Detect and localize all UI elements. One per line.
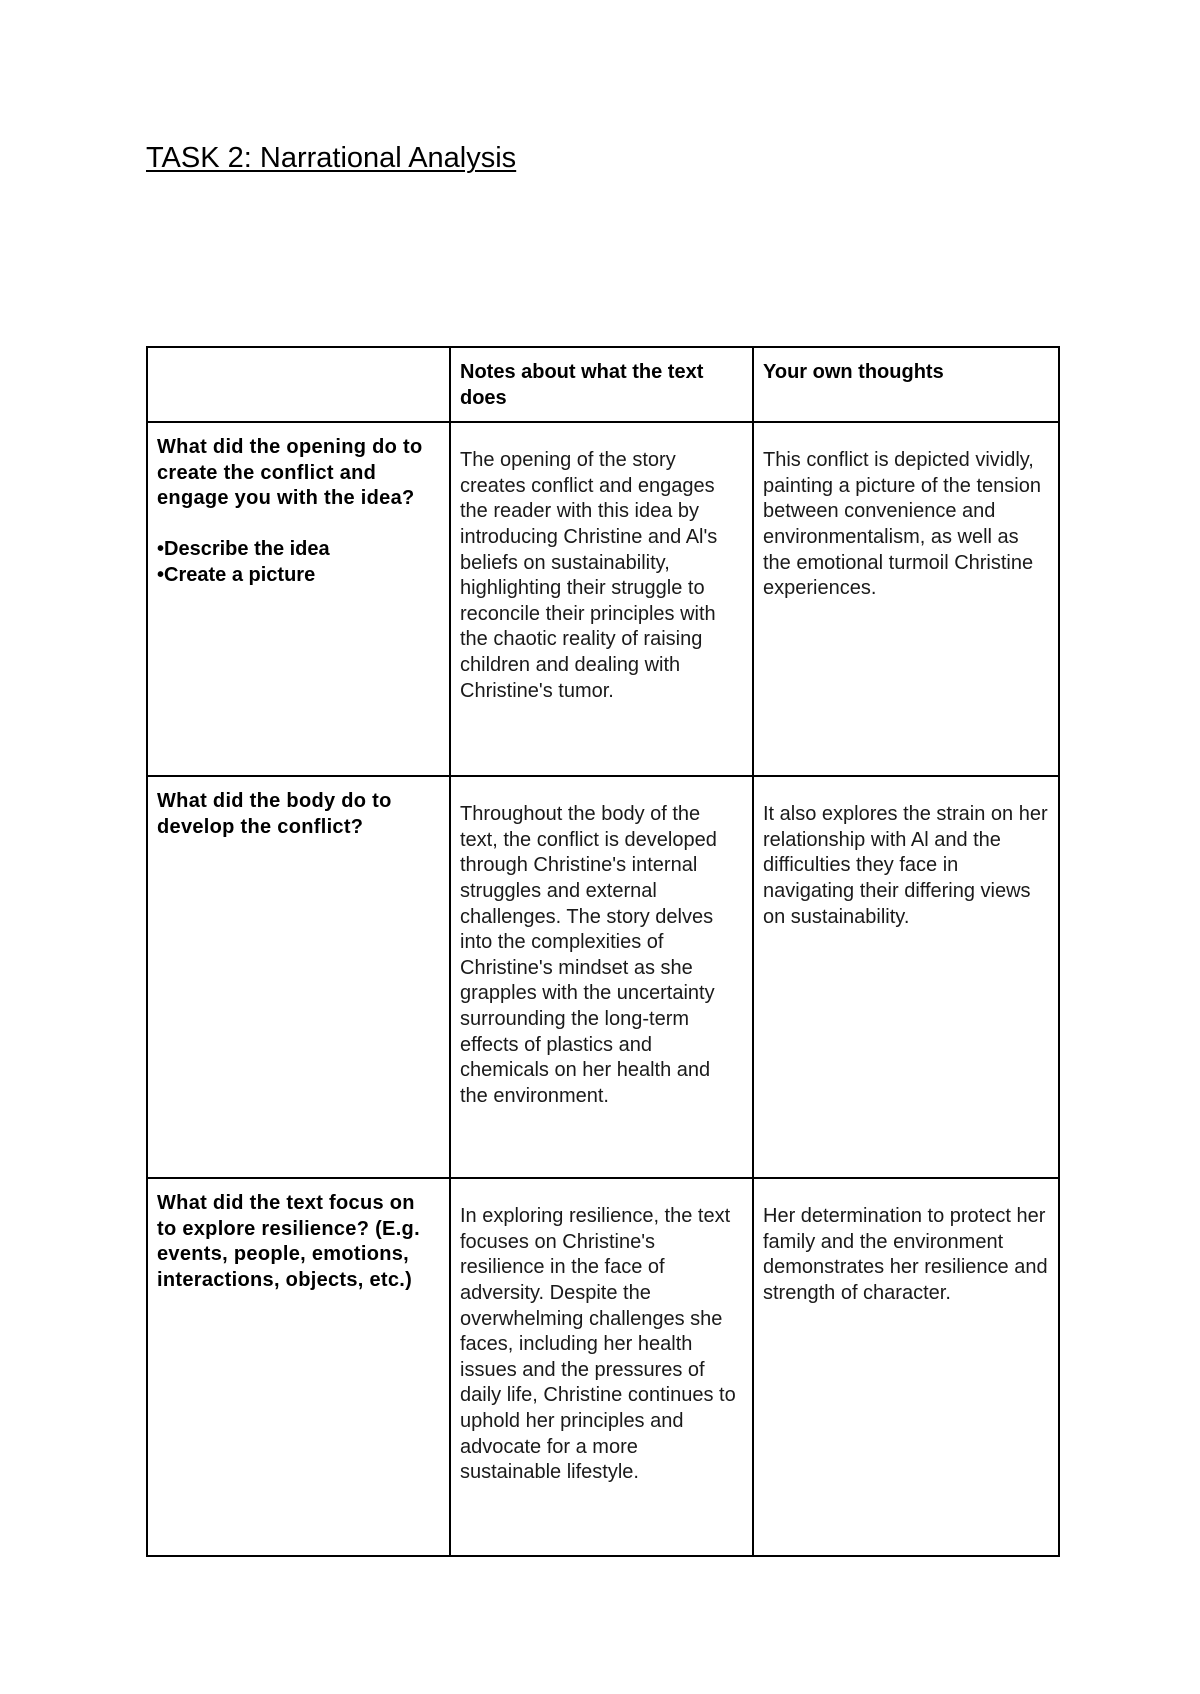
header-label-thoughts: Your own thoughts <box>763 361 944 383</box>
header-label-notes: Notes about what the text does <box>460 361 704 409</box>
table-row <box>147 1178 1059 1556</box>
notes-text: Throughout the body of the text, the conflict is developed through Christine's internal struggles and external challenges. The story delves into the complexities of Christine's mindset as she grapples with the uncertainty surrounding the long-term effects of plastics and chemicals on her health and the environment. <box>460 803 717 1107</box>
thoughts-cell <box>753 422 1059 776</box>
header-cell-thoughts <box>753 347 1059 422</box>
notes-text: The opening of the story creates conflict and engages the reader with this idea by introducing Christine and Al's beliefs on sustainability, highlighting their struggle to reconcile their principles with the chaotic reality of raising children and dealing with Christine's tumor. <box>460 449 718 702</box>
header-cell-notes <box>450 347 753 422</box>
question-text: What did the text focus on to explore resilience? (E.g. events, people, emotions, interactions, objects, etc.) <box>157 1192 420 1291</box>
thoughts-text: Her determination to protect her family and the environment demonstrates her resilience and strength of character. <box>763 1205 1048 1304</box>
table-header-row <box>147 347 1059 422</box>
question-cell <box>147 776 450 1178</box>
notes-cell <box>450 422 753 776</box>
table-row <box>147 776 1059 1178</box>
thoughts-text: It also explores the strain on her relationship with Al and the difficulties they face in navigating their differing views on sustainability. <box>763 803 1048 928</box>
page-title: TASK 2: Narrational Analysis <box>146 142 517 174</box>
thoughts-cell <box>753 776 1059 1178</box>
notes-cell <box>450 1178 753 1556</box>
notes-cell <box>450 776 753 1178</box>
thoughts-cell <box>753 1178 1059 1556</box>
analysis-table <box>146 346 1060 1557</box>
thoughts-text: This conflict is depicted vividly, painting a picture of the tension between convenience and environmentalism, as well as the emotional turmoil Christine experiences. <box>763 449 1041 600</box>
header-cell-empty <box>147 347 450 422</box>
table-row <box>147 422 1059 776</box>
bullet-item: • Create a picture <box>157 563 439 589</box>
question-cell <box>147 422 450 776</box>
question-text: What did the body do to develop the conflict? <box>157 790 392 838</box>
question-bullets <box>157 537 439 588</box>
notes-text: In exploring resilience, the text focuses on Christine's resilience in the face of adversity. Despite the overwhelming challenges she faces, including her health issues and the pressures of daily life, Christine continues to uphold her principles and advocate for a more sustainable lifestyle. <box>460 1205 736 1484</box>
bullet-item: • Describe the idea <box>157 537 439 563</box>
question-text: What did the opening do to create the conflict and engage you with the idea? <box>157 436 423 510</box>
question-cell <box>147 1178 450 1556</box>
header-label-empty <box>148 348 449 370</box>
